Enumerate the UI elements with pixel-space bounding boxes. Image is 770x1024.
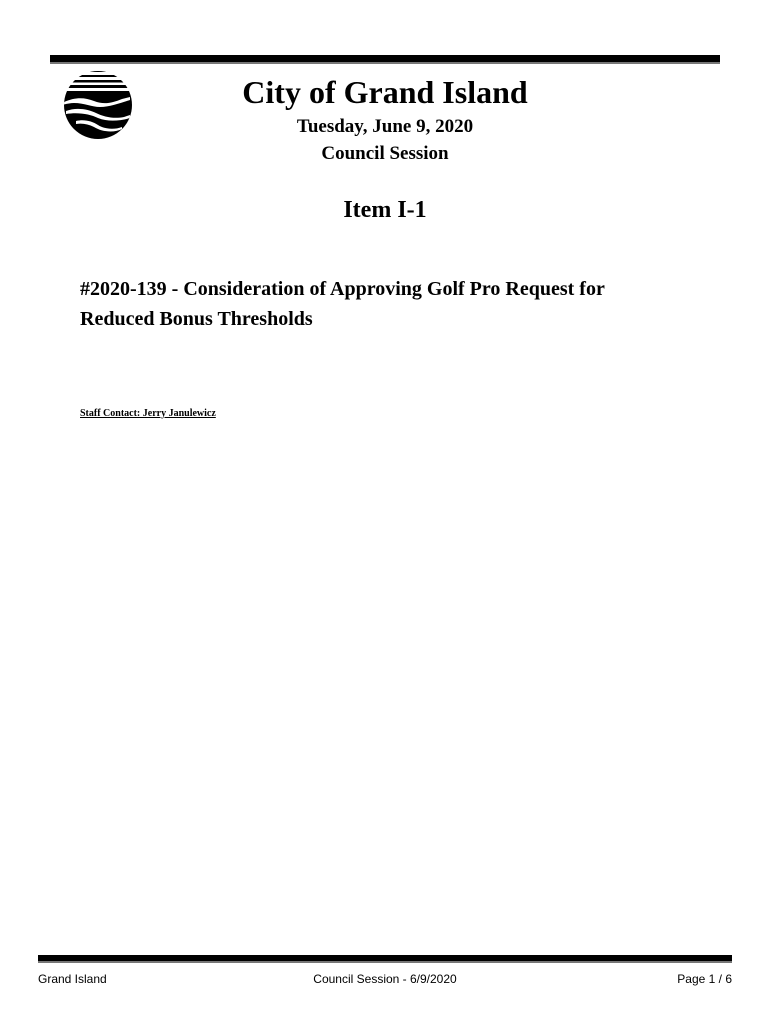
footer-rule	[38, 955, 732, 963]
page-title: City of Grand Island	[242, 74, 528, 110]
header-rule	[50, 55, 720, 64]
item-title-line: Reduced Bonus Thresholds	[80, 308, 313, 330]
staff-contact: Staff Contact: Jerry Janulewicz	[80, 408, 216, 419]
footer-city: Grand Island	[38, 972, 107, 986]
item-title-line: #2020-139 - Consideration of Approving Golf Pro Request for	[80, 278, 605, 300]
footer-session: Council Session - 6/9/2020	[313, 972, 457, 986]
meeting-type: Council Session	[321, 143, 449, 164]
meeting-date: Tuesday, June 9, 2020	[296, 116, 474, 137]
page-footer	[38, 972, 732, 990]
footer-page-number: Page 1 / 6	[677, 972, 732, 986]
item-number: Item I-1	[343, 197, 427, 223]
item-title	[80, 274, 720, 334]
